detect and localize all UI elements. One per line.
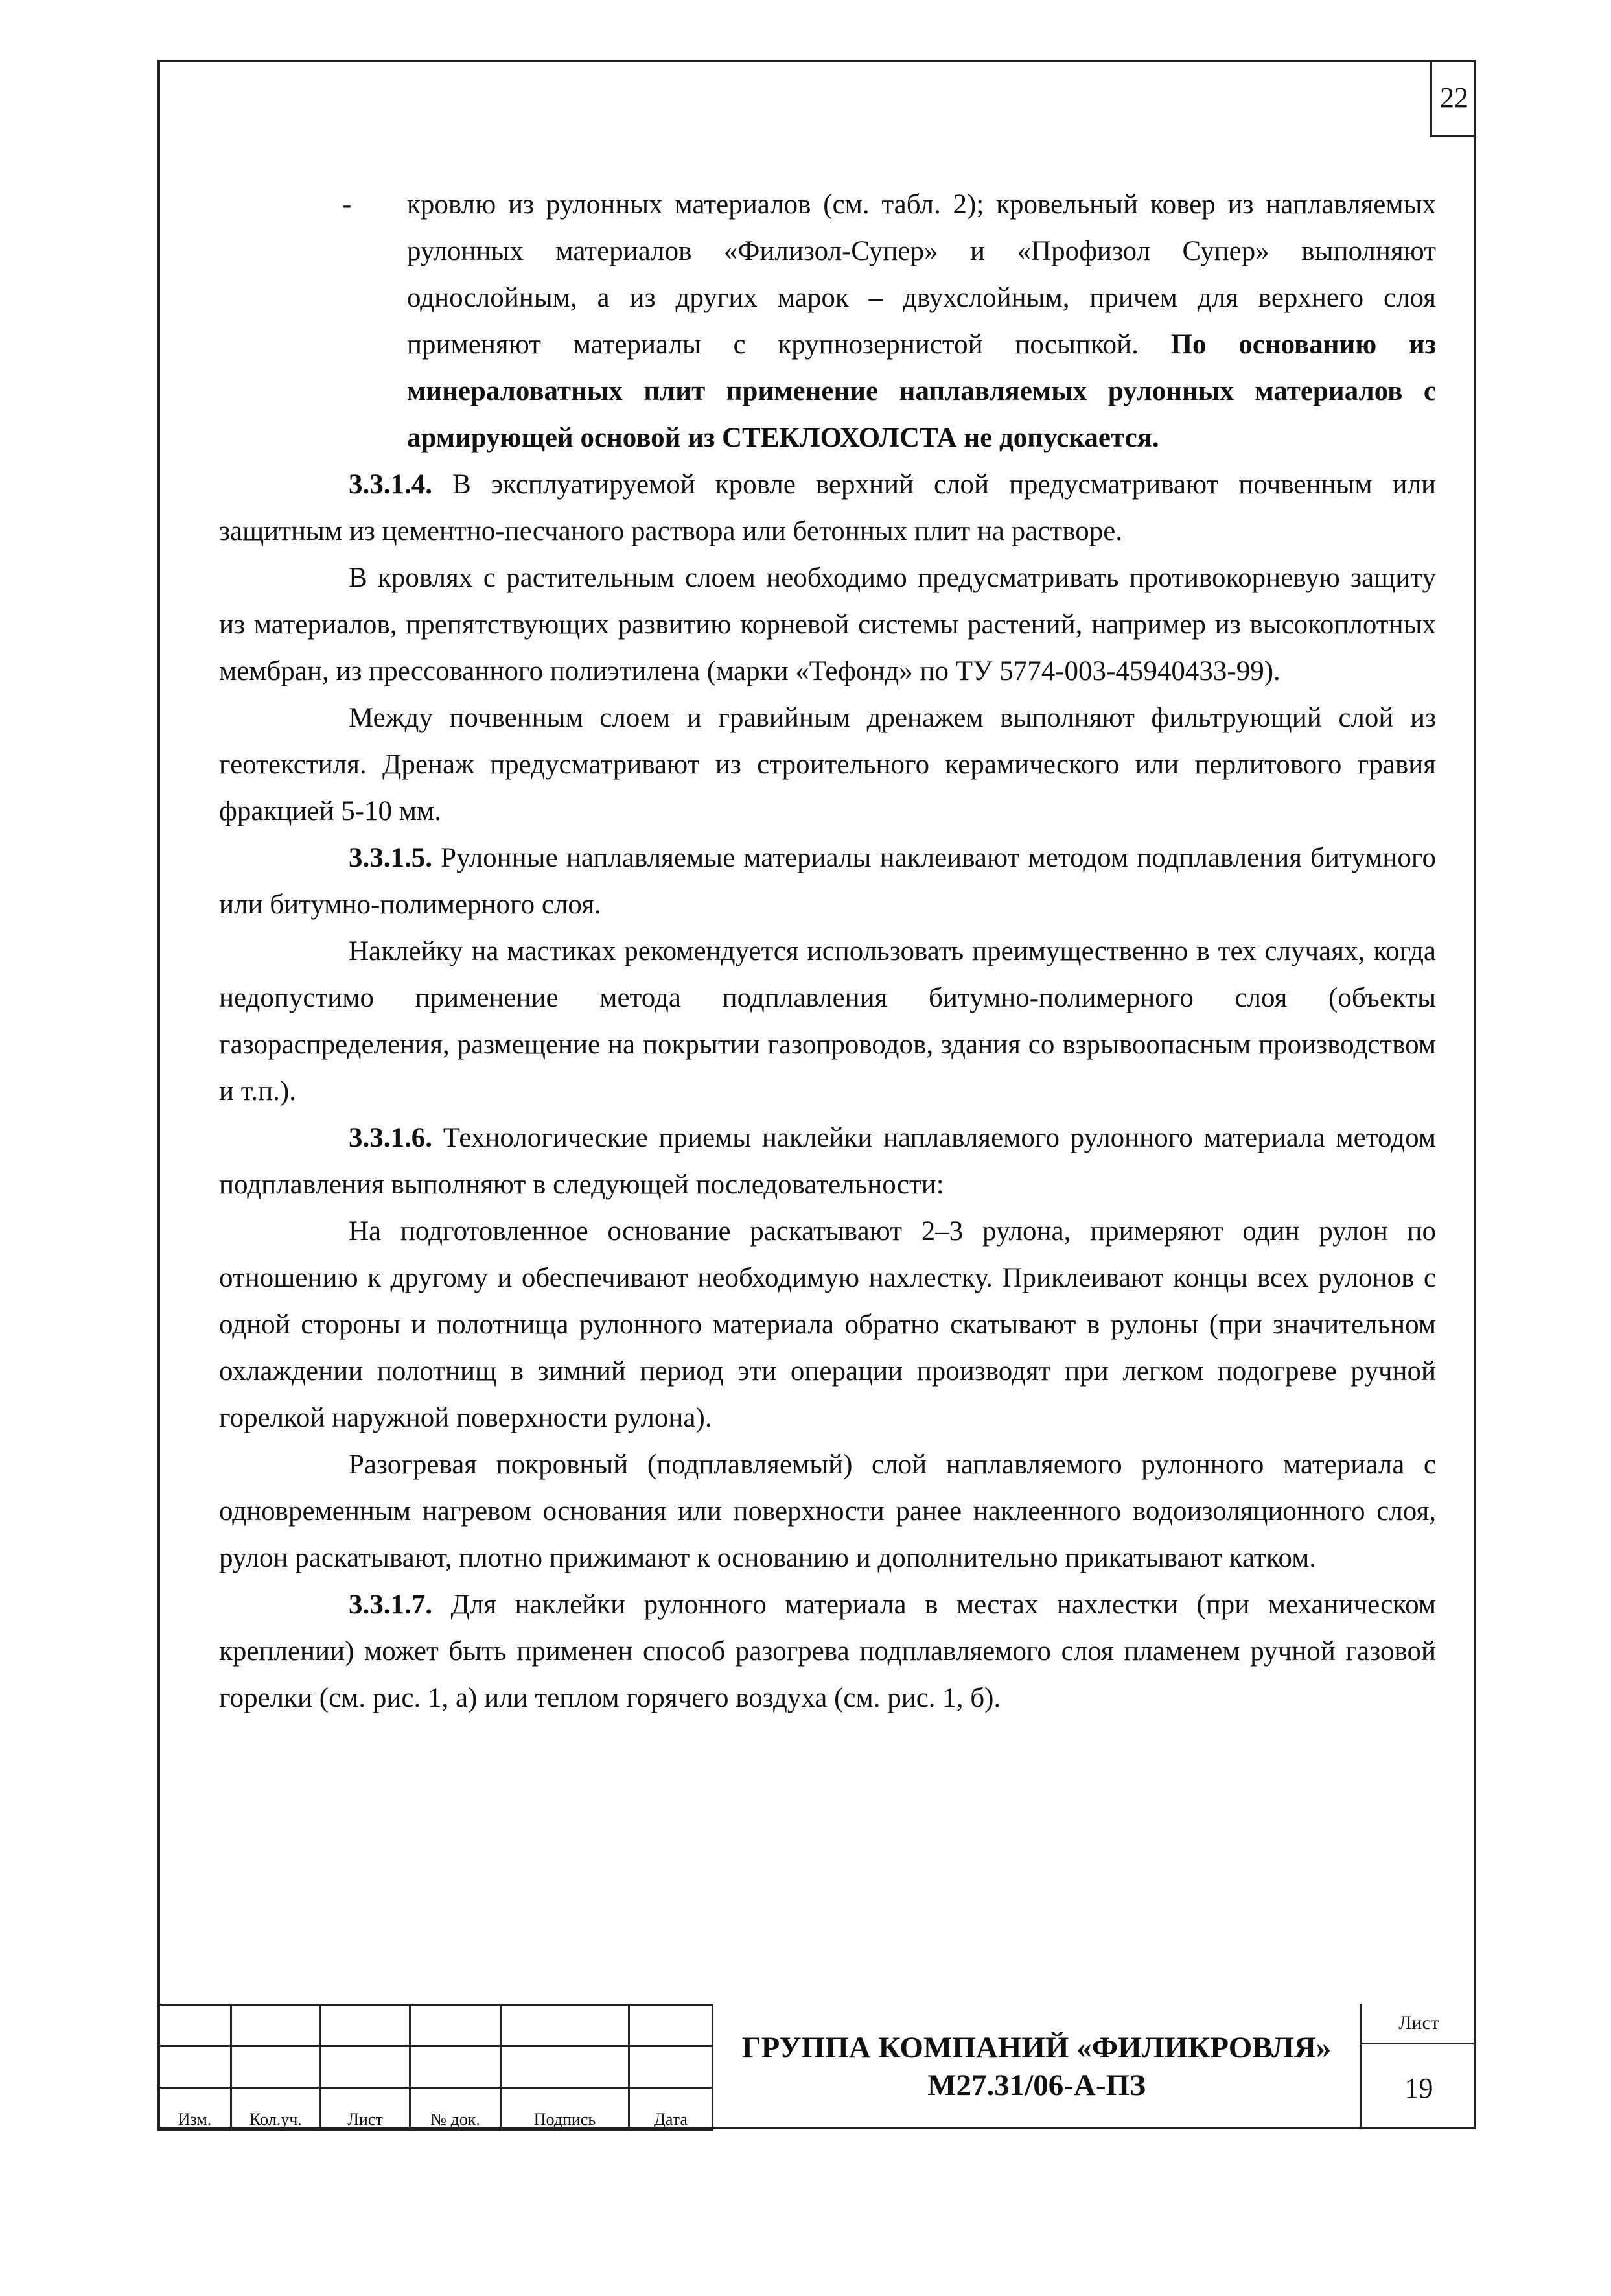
paragraph-heating xyxy=(219,1442,1436,1582)
sheet-label: Лист xyxy=(1362,2004,1476,2044)
bullet-text xyxy=(407,182,1436,462)
revision-cell xyxy=(410,2005,501,2046)
paragraph-text: Разогревая покровный (подплавляемый) слой наплавляемого рулонного материала с одновременным нагревом основания или поверхности ранее наклеенного водоизоляционного слоя, рулон раскатывают, плотно прижимают к основанию и дополнительно прикатывают катком. xyxy=(219,1449,1436,1573)
revision-cell xyxy=(159,2005,231,2046)
revision-cell xyxy=(501,2046,629,2088)
paragraph-text: Между почвенным слоем и гравийным дренажем выполняют фильтрующий слой из геотекстиля. Дренаж предусматривают из строительного керамического или перлитового гравия фракцией 5-10 мм. xyxy=(219,703,1436,826)
paragraph-text: Технологические приемы наклейки наплавляемого рулонного материала методом подплавления выполняют в следующей последовательности: xyxy=(219,1123,1436,1200)
revision-cell xyxy=(321,2005,410,2046)
revision-cell xyxy=(501,2005,629,2046)
stamp-title xyxy=(712,2004,1360,2129)
revision-cell xyxy=(410,2046,501,2088)
revision-cell xyxy=(321,2046,410,2088)
revision-cell xyxy=(159,2046,231,2088)
bullet-dash: - xyxy=(342,189,352,220)
paragraph-text: Рулонные наплавляемые материалы наклеивают методом подплавления битумного или битумно-полимерного слоя. xyxy=(219,843,1436,920)
paragraph-3-3-1-4 xyxy=(219,462,1436,555)
column-label-quantity: Кол.уч. xyxy=(231,2088,321,2131)
bullet-bold-text: По основанию из минераловатных плит применение наплавляемых рулонных материалов с армирующей основой из СТЕКЛОХОЛСТА не допускается. xyxy=(407,329,1436,453)
sheet-box xyxy=(1360,2004,1476,2129)
bullet-regular-text: кровлю из рулонных материалов (см. табл. 2); кровельный ковер из наплавляемых рулонных материалов «Филизол-Супер» и «Профизол Супер» выполняют однослойным, а из других марок – двухслойным, причем для верхнего слоя применяют материалы с крупнозернистой посыпкой. xyxy=(407,189,1436,360)
column-label-sheet: Лист xyxy=(321,2088,410,2131)
paragraph-3-3-1-6 xyxy=(219,1115,1436,1208)
clause-number: 3.3.1.6. xyxy=(349,1123,432,1153)
revision-cell xyxy=(231,2005,321,2046)
bullet-item xyxy=(219,182,1436,462)
paragraph-text: В кровлях с растительным слоем необходимо предусматривать противокорневую защиту из материалов, препятствующих развитию корневой системы растений, например из высокоплотных мембран, из прессованного полиэтилена (марки «Тефонд» по ТУ 5774-003-45940433-99). xyxy=(219,563,1436,686)
paragraph-3-3-1-5 xyxy=(219,835,1436,928)
revision-cell xyxy=(629,2005,713,2046)
column-label-date: Дата xyxy=(629,2088,713,2131)
column-label-signature: Подпись xyxy=(501,2088,629,2131)
column-label-change: Изм. xyxy=(159,2088,231,2131)
paragraph-root-protection xyxy=(219,555,1436,695)
revision-table xyxy=(157,2004,713,2131)
paragraph-3-3-1-7 xyxy=(219,1582,1436,1722)
company-name: ГРУППА КОМПАНИЙ «ФИЛИКРОВЛЯ» xyxy=(741,2031,1332,2065)
clause-number: 3.3.1.4. xyxy=(349,469,432,500)
paragraph-rolling-out xyxy=(219,1208,1436,1442)
column-label-doc-number: № док. xyxy=(410,2088,501,2131)
revision-cell xyxy=(629,2046,713,2088)
document-code: М27.31/06-А-ПЗ xyxy=(927,2068,1146,2102)
document-body xyxy=(219,182,1436,1722)
paragraph-text: На подготовленное основание раскатывают 2–3 рулона, примеряют один рулон по отношению к другому и обеспечивают необходимую нахлестку. Приклеивают концы всех рулонов с одной стороны и полотнища рулонного материала обратно скатывают в рулоны (при значительном охлаждении полотнищ в зимний период эти операции производят при легком подогреве ручной горелкой наружной поверхности рулона). xyxy=(219,1216,1436,1433)
paragraph-text: Для наклейки рулонного материала в местах нахлестки (при механическом креплении) может быть применен способ разогрева подплавляемого слоя пламенем ручной газовой горелки (см. рис. 1, а) или теплом горячего воздуха (см. рис. 1, б). xyxy=(219,1589,1436,1713)
paragraph-text: В эксплуатируемой кровле верхний слой предусматривают почвенным или защитным из цементно-песчаного раствора или бетонных плит на растворе. xyxy=(219,469,1436,546)
clause-number: 3.3.1.7. xyxy=(349,1589,432,1620)
title-block xyxy=(157,2004,1476,2129)
sheet-number: 19 xyxy=(1404,2072,1433,2104)
page-number: 22 xyxy=(1430,60,1476,137)
paragraph-mastic xyxy=(219,928,1436,1115)
clause-number: 3.3.1.5. xyxy=(349,843,432,873)
revision-cell xyxy=(231,2046,321,2088)
paragraph-text: Наклейку на мастиках рекомендуется использовать преимущественно в тех случаях, когда недопустимо применение метода подплавления битумно-полимерного слоя (объекты газораспределения, размещение на покрытии газопроводов, здания со взрывоопасным производством и т.п.). xyxy=(219,936,1436,1107)
paragraph-drainage xyxy=(219,695,1436,835)
